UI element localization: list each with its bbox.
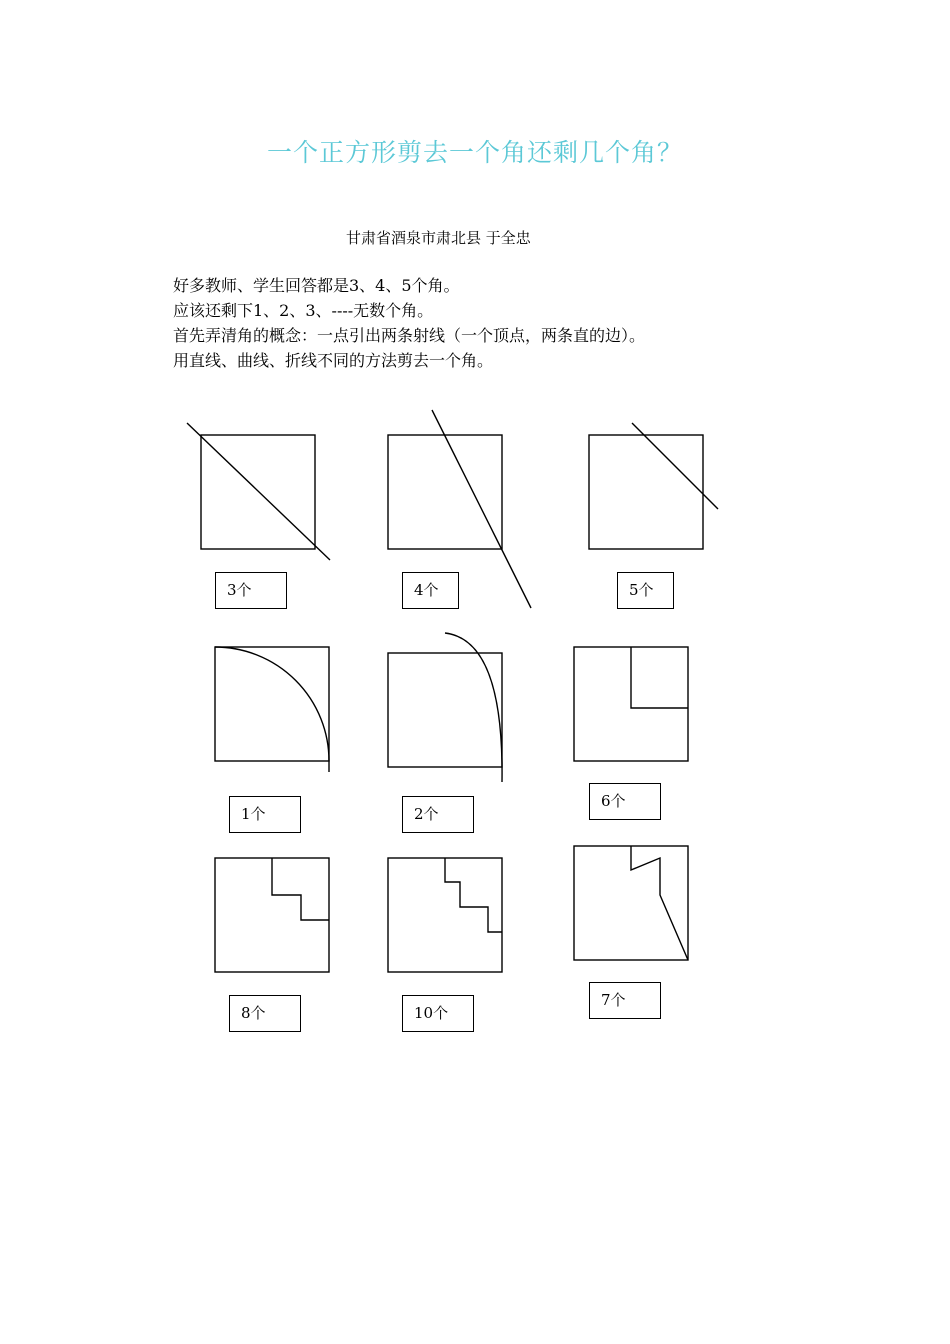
figure-zigzag-cut — [574, 846, 688, 960]
figure-two-step-cut — [215, 858, 329, 972]
figure-straight-cut-diagonal — [187, 423, 330, 560]
paragraph-line-2: 应该还剩下1、2、3、----无数个角。 — [173, 301, 434, 320]
answer-label-fig7: 8个 — [229, 995, 301, 1032]
page-title: 一个正方形剪去一个角还剩几个角？ — [266, 138, 683, 167]
figure-curve-cut-full-arc — [215, 647, 329, 772]
answer-label-fig6: 6个 — [589, 783, 661, 820]
author-line: 甘肃省酒泉市肃北县 于全忠 — [346, 229, 531, 247]
answer-label-fig5: 2个 — [402, 796, 474, 833]
paragraph-line-3: 首先弄清角的概念：一点引出两条射线（一个顶点，两条直的边）。 — [173, 326, 646, 345]
answer-label-fig2: 4个 — [402, 572, 459, 609]
answer-label-fig4: 1个 — [229, 796, 301, 833]
figure-curve-cut-partial — [388, 633, 502, 782]
figure-three-step-cut — [388, 858, 502, 972]
answer-label-fig8: 10个 — [402, 995, 474, 1032]
answer-label-fig1: 3个 — [215, 572, 287, 609]
answer-label-fig3: 5个 — [617, 572, 674, 609]
figure-notch-cut — [574, 647, 688, 761]
paragraph-line-4: 用直线、曲线、折线不同的方法剪去一个角。 — [173, 351, 494, 370]
figure-straight-cut-corner — [589, 423, 718, 549]
paragraph-line-1: 好多教师、学生回答都是3、4、5个角。 — [173, 276, 460, 295]
answer-label-fig9: 7个 — [589, 982, 661, 1019]
